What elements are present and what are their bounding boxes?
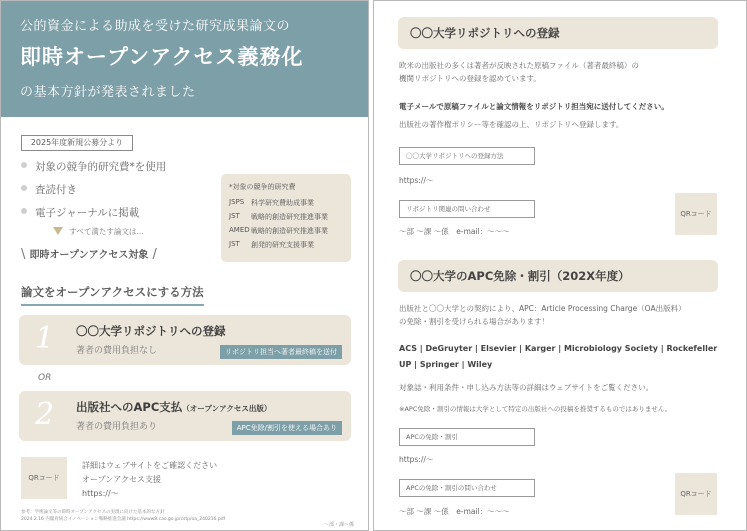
reference-footnote: 参考：学術論文等の即時オープンアクセスの実現に向けた基本的な方針 2024.2.16 内閣府統合イノベーション戦略推進会議 https://www8.cao.go.jp/cstp/oa_240216.pdf — [21, 510, 226, 522]
department-footer: ～部・課～係 — [324, 522, 355, 528]
section-heading-repository: 〇〇大学リポジトリへの登録 — [398, 17, 718, 49]
oa-target-label: \ 即時オープンアクセス対象 / — [21, 247, 157, 262]
repository-contact: ～部 ～課 ～係 e-mail：～～～ — [399, 227, 510, 236]
down-triangle-icon — [53, 227, 63, 235]
criterion-item: 査読付き — [21, 182, 77, 197]
bullet-dot-icon — [21, 208, 27, 214]
repository-note: 出版社の著作権ポリシー等を確認の上、リポジトリへ登録します。 — [399, 120, 624, 129]
website-url[interactable]: https://～ — [82, 489, 119, 498]
option-badge: APC免除/割引を使える場合あり — [232, 421, 342, 435]
fiscal-year-tag: 2025年度新規公募分より — [21, 135, 133, 151]
funding-row: JST 創発的研究支援事業 — [229, 240, 314, 249]
repository-intro: 欧米の出版社の多くは著者が反映された原稿ファイル（著者最終稿）の 機関リポジトリへの登録を認めています。 — [399, 61, 639, 83]
qr-code-placeholder: QRコード — [21, 457, 67, 499]
flyer-page-right — [373, 0, 747, 531]
repository-qr-code: QRコード — [675, 193, 717, 235]
apc-contact: ～部 ～課 ～係 e-mail：～～～ — [399, 507, 510, 516]
option-number: 2 — [35, 397, 55, 432]
funding-row: JST 戦略的創造研究推進事業 — [229, 212, 328, 221]
criterion-item: 対象の競争的研究費*を使用 — [21, 159, 166, 174]
option-subtitle: 著者の費用負担なし — [76, 346, 158, 356]
criterion-item: 電子ジャーナルに掲載 — [21, 205, 139, 220]
hero-title: 即時オープンアクセス義務化 — [20, 45, 304, 69]
publisher-list: ACS | DeGruyter | Elsevier | Karger | Microbiology Society | Rockefeller UP | Springer | Wiley — [399, 344, 718, 369]
apc-disclaimer: ※APC免除・割引の情報は大学として特定の出版社への投稿を推奨するものではありません。 — [399, 405, 672, 413]
or-label: OR — [38, 373, 52, 383]
repository-instruction: 電子メールで原稿ファイルと論文情報をリポジトリ担当宛に送付してください。 — [399, 102, 669, 111]
apc-info-link[interactable]: APCの免除・割引 — [399, 428, 535, 446]
apc-details: 対象誌・利用条件・申し込み方法等の詳細はウェブサイトをご覧ください。 — [399, 383, 654, 392]
bullet-dot-icon — [21, 162, 27, 168]
slash-right-icon: / — [148, 247, 157, 262]
funding-list-header: *対象の競争的研究費 — [229, 183, 296, 191]
option-number: 1 — [35, 321, 55, 356]
howto-heading: 論文をオープンアクセスにする方法 — [21, 284, 204, 306]
bullet-dot-icon — [21, 185, 27, 191]
repository-url[interactable]: https://～ — [399, 176, 434, 185]
funding-row: AMED 戦略的創造研究推進事業 — [229, 226, 328, 235]
option-card-apc — [19, 391, 351, 441]
hero-line1: 公的資金による助成を受けた研究成果論文の — [20, 19, 291, 34]
option-subtitle: 著者の費用負担あり — [76, 422, 158, 432]
option-card-repository — [19, 315, 351, 365]
option-title: 出版社へのAPC支払（オープンアクセス出版） — [76, 400, 272, 414]
slash-left-icon: \ — [21, 247, 30, 262]
option-badge: リポジトリ担当へ著者最終稿を送付 — [220, 345, 342, 359]
apc-url[interactable]: https://～ — [399, 455, 434, 464]
apc-qr-code: QRコード — [675, 473, 717, 515]
hero-banner — [1, 1, 369, 117]
flyer-page-left — [0, 0, 369, 531]
hero-line3: の基本方針が発表されました — [20, 85, 196, 100]
all-meet-note: すべて満たす論文は… — [69, 227, 144, 236]
website-info: 詳細はウェブサイトをご確認ください オープンアクセス支援 https://～ — [82, 459, 217, 501]
section-heading-apc: 〇〇大学のAPC免除・割引（202X年度） — [398, 260, 718, 292]
apc-contact-link[interactable]: APCの免除・割引の問い合わせ — [399, 479, 535, 497]
funding-row: JSPS 科学研究費助成事業 — [229, 198, 314, 207]
repository-howto-link[interactable]: 〇〇大学リポジトリへの登録方法 — [399, 147, 535, 165]
repository-contact-link[interactable]: リポジトリ関連の問い合わせ — [399, 200, 535, 218]
apc-intro: 出版社と〇〇大学との契約により、APC：Article Processing Charge（OA出版料） の免除・割引を受けられる場合があります！ — [399, 304, 686, 326]
funding-list-box — [221, 174, 351, 262]
option-title: 〇〇大学リポジトリへの登録 — [76, 324, 226, 338]
